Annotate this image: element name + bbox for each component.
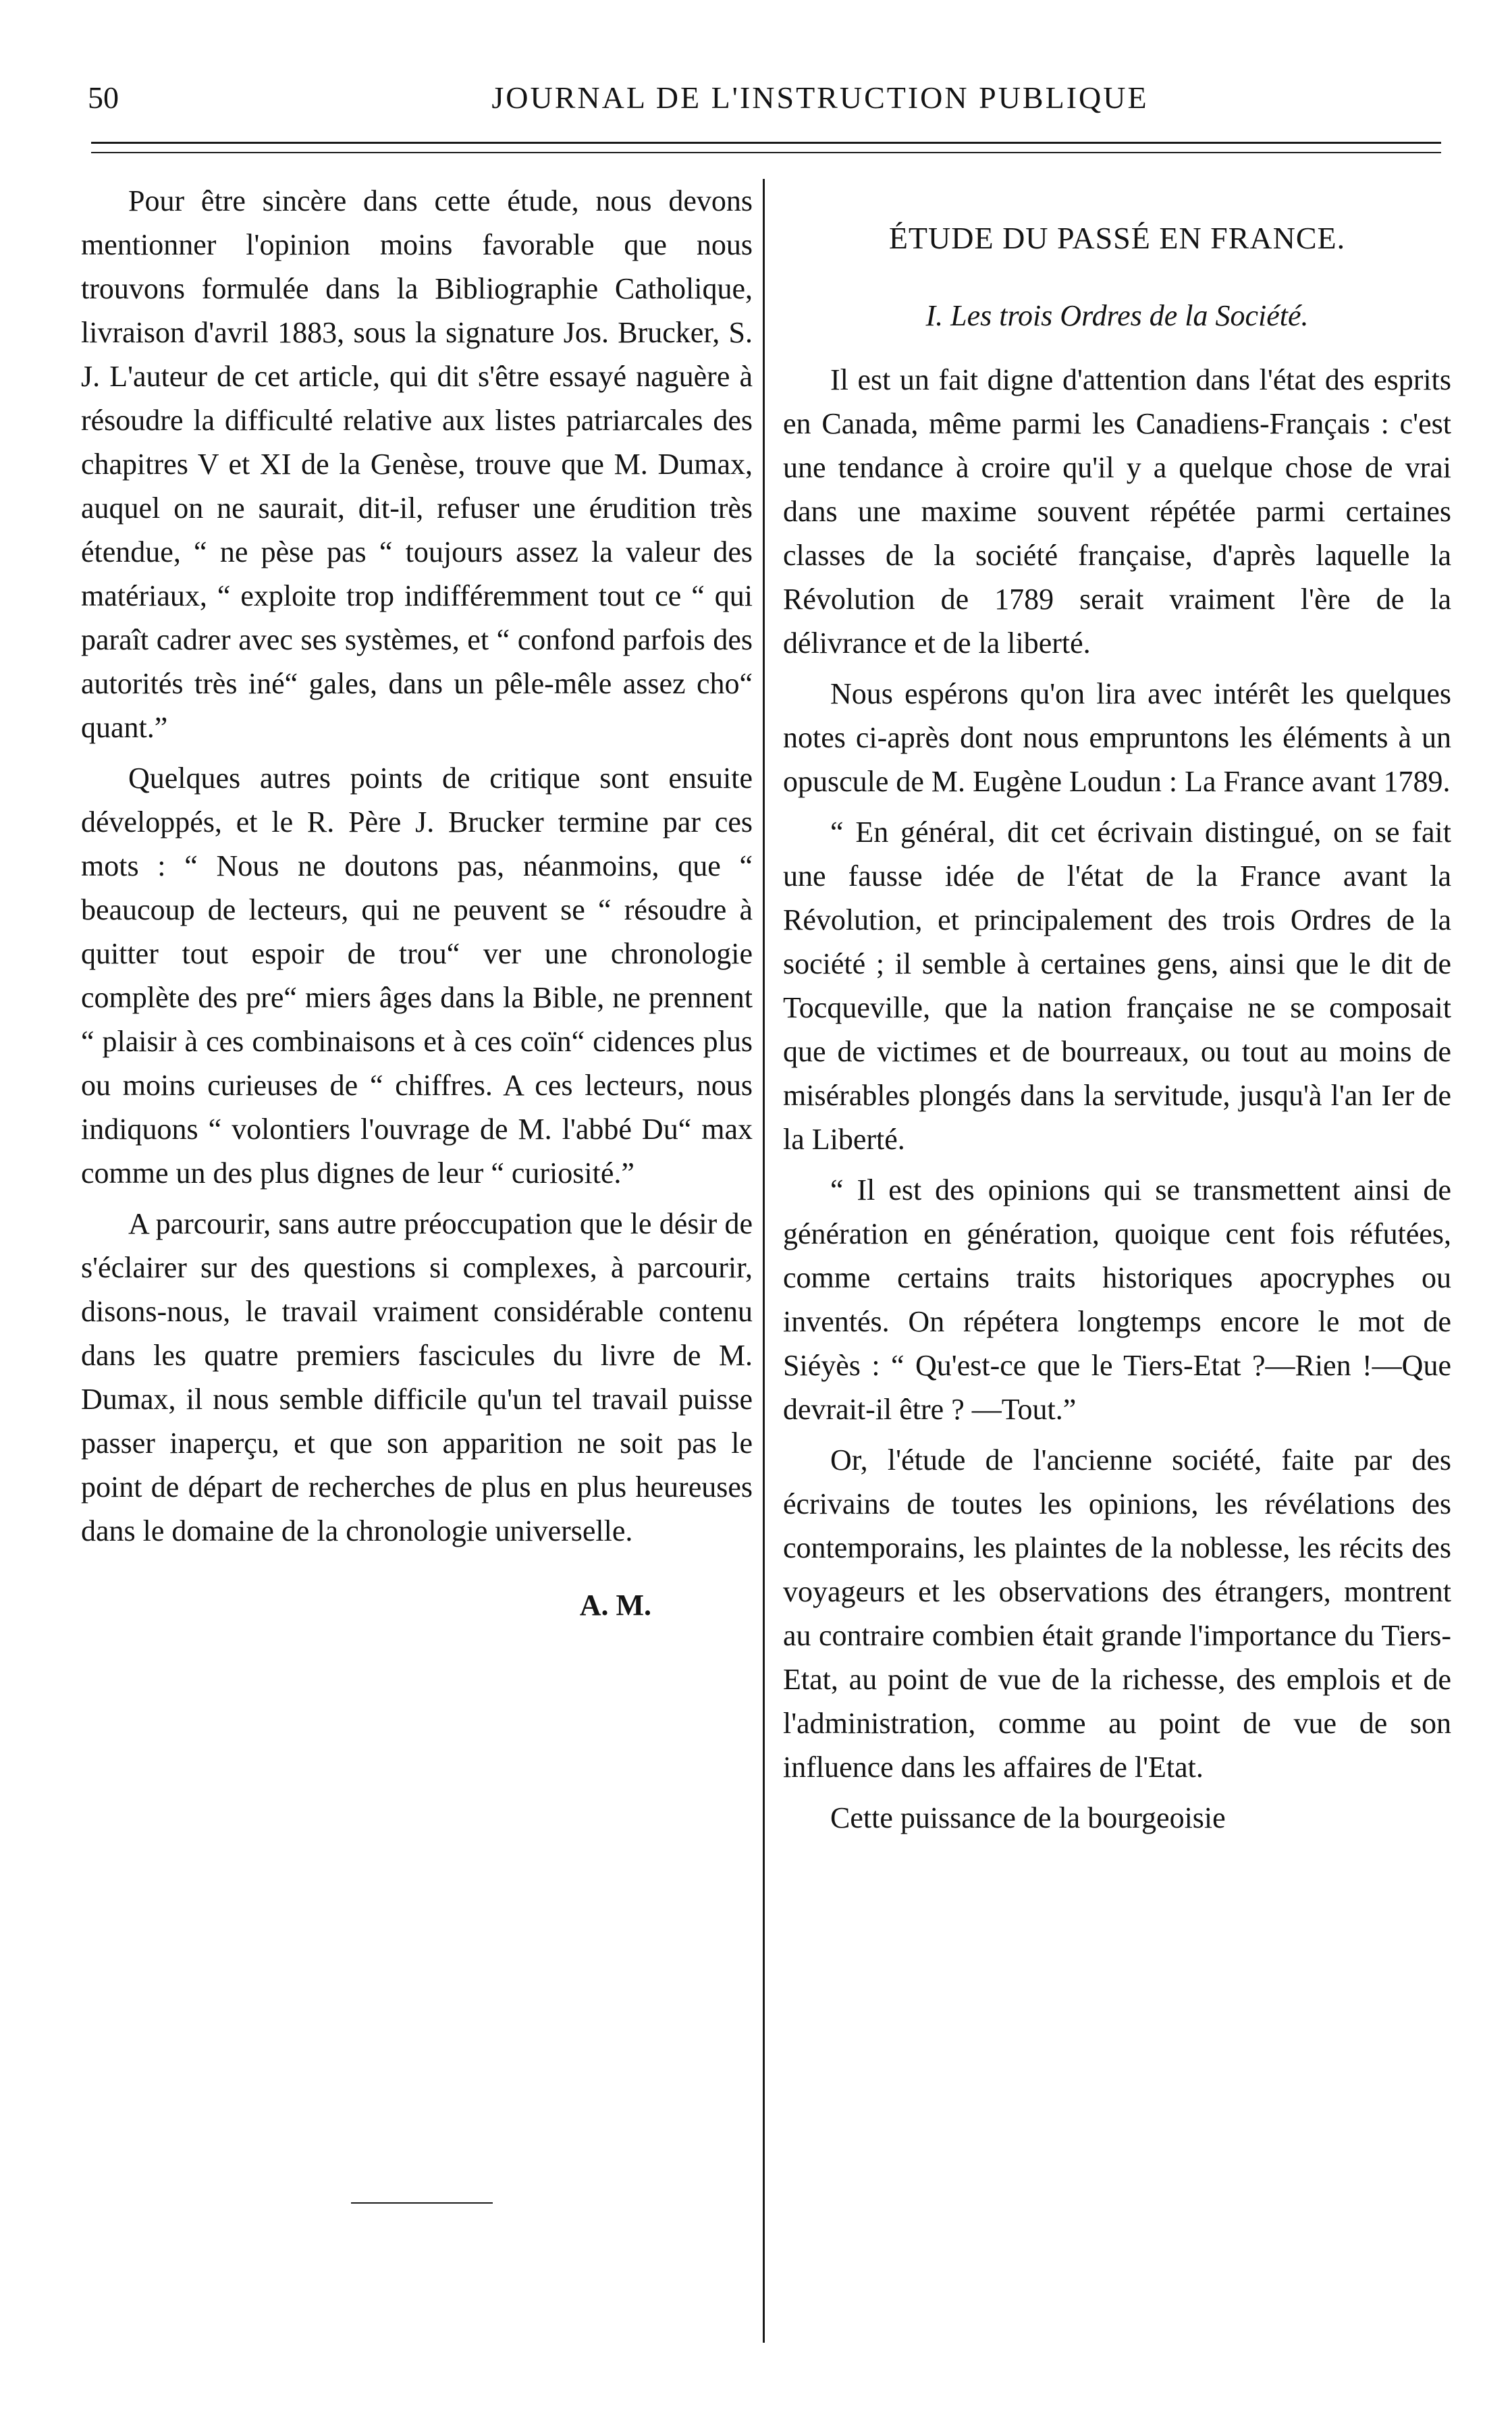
running-title: JOURNAL DE L'INSTRUCTION PUBLIQUE xyxy=(491,80,1149,115)
right-paragraph-2: Nous espérons qu'on lira avec intérêt les quelques notes ci-après dont nous empruntons les éléments à un opuscule de M. Eugène Loudun : La France avant 1789. xyxy=(783,677,1451,798)
page-number: 50 xyxy=(88,80,119,115)
left-paragraph-3: A parcourir, sans autre préoccupation que le désir de s'éclairer sur des questions si complexes, à parcourir, disons-nous, le travail vraiment considérable contenu dans les quatre premiers fascicules du livre de M. Dumax, il nous semble difficile qu'un tel travail puisse passer inaperçu, et que son apparition ne soit pas le point de départ de recherches de plus en plus heureuses dans le domaine de la chronologie universelle. xyxy=(81,1207,753,1547)
subsection-title: I. Les trois Ordres de la Société. xyxy=(925,299,1309,332)
header-double-rule xyxy=(91,142,1441,153)
section-title: ÉTUDE DU PASSÉ EN FRANCE. xyxy=(888,221,1346,255)
left-paragraph-1: Pour être sincère dans cette étude, nous devons mentionner l'opinion moins favorable que nous trouvons formulée dans la Bibliographie Catholique, livraison d'avril 1883, sous la signature Jos. Brucker, S. J. L'auteur de cet article, qui dit s'être essayé naguère à résoudre la difficulté relative aux listes patriarcales des chapitres V et XI de la Genèse, trouve que M. Dumax, auquel on ne saurait, dit-il, refuser une érudition très étendue, “ ne pèse pas “ toujours assez la valeur des matériaux, “ exploite trop indifféremment tout ce “ qui paraît cadrer avec ses systèmes, et “ confond parfois des autorités très iné“ gales, dans un pêle-mêle assez cho“ quant.” xyxy=(81,184,753,744)
right-paragraph-5: Or, l'étude de l'ancienne société, faite par des écrivains de toutes les opinions, les révélations des contemporains, les plaintes de la noblesse, les récits des voyageurs et les observations des étrangers, montrent au contraire combien était grande l'importance du Tiers-Etat, au point de vue de la richesse, des emplois et de l'administration, comme au point de vue de son influence dans les affaires de l'Etat. xyxy=(783,1443,1451,1784)
right-paragraph-3: “ En général, dit cet écrivain distingué, on se fait une fausse idée de l'état de la France avant la Révolution, et principalement des trois Ordres de la société ; il semble à certaines gens, ainsi que le dit de Tocqueville, que la nation française ne se composait que de victimes et de bourreaux, ou tout au moins de misérables plongés dans la servitude, jusqu'à l'an Ier de la Liberté. xyxy=(783,816,1451,1156)
page-header xyxy=(88,74,1444,122)
author-signature: A. M. xyxy=(579,1589,651,1622)
right-paragraph-6: Cette puissance de la bourgeoisie xyxy=(830,1801,1226,1834)
column-divider xyxy=(763,179,765,2343)
left-column xyxy=(81,179,753,1627)
right-paragraph-4: “ Il est des opinions qui se transmettent ainsi de génération en génération, quoique cent fois réfutées, comme certains traits historiques apocryphes ou inventés. On répétera longtemps encore le mot de Siéyès : “ Qu'est-ce que le Tiers-Etat ?—Rien !—Que devrait-il être ? —Tout.” xyxy=(783,1173,1451,1426)
right-paragraph-1: Il est un fait digne d'attention dans l'état des esprits en Canada, même parmi les Canadiens-Français : c'est une tendance à croire qu'il y a quelque chose de vrai dans une maxime souvent répétée parmi certaines classes de la société française, d'après laquelle la Révolution de 1789 serait vraiment l'ère de la délivrance et de la liberté. xyxy=(783,363,1451,660)
right-column xyxy=(783,216,1451,1846)
article-end-rule xyxy=(351,2202,493,2204)
left-paragraph-2: Quelques autres points de critique sont ensuite développés, et le R. Père J. Brucker termine par ces mots : “ Nous ne doutons pas, néanmoins, que “ beaucoup de lecteurs, qui ne peuvent se “ résoudre à quitter tout espoir de trou“ ver une chronologie complète des pre“ miers âges dans la Bible, ne prennent “ plaisir à ces combinaisons et à ces coïn“ cidences plus ou moins curieuses de “ chiffres. A ces lecteurs, nous indiquons “ volontiers l'ouvrage de M. l'abbé Du“ max comme un des plus dignes de leur “ curiosité.” xyxy=(81,762,753,1190)
